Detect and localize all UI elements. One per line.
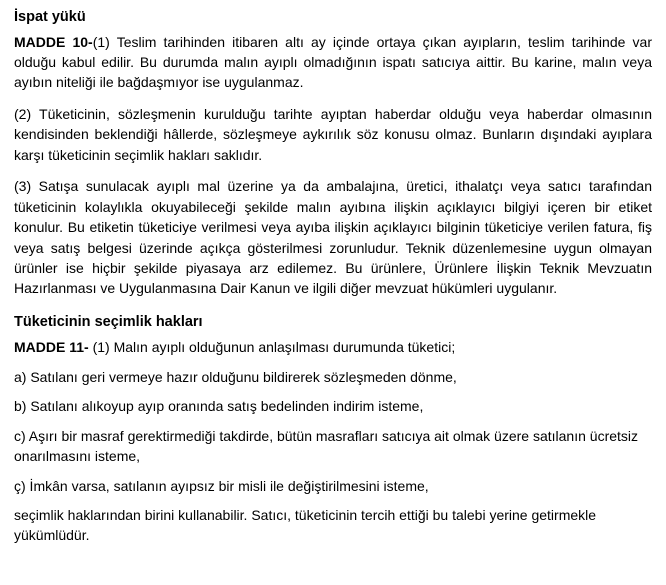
list-item: a) Satılanı geri vermeye hazır olduğunu bildirerek sözleşmeden dönme, [14, 368, 457, 385]
list-item: c) Aşırı bir masraf gerektirmediği takdirde, bütün masrafları satıcıya ait olmak üzere satılanın ücretsiz onarılmasını isteme, [14, 427, 639, 465]
paragraph-madde-11-1 [14, 337, 652, 357]
article-label-madde-10: MADDE 10- [14, 33, 93, 50]
article-label-madde-11: MADDE 11- [14, 339, 89, 356]
paragraph-madde-10-3: (3) Satışa sunulacak ayıplı mal üzerine ya da ambalajına, üretici, ithalatçı veya satıcı tarafından tüketicinin kolaylıkla okuyabileceği şekilde malın ayıbına ilişkin açıklayıcı bilgiyi içeren bir etiket konulur. Bu etiketin tüketiciye verilmesi veya ayıba ilişkin açıklayıcı bilginin tüketiciye verilen fatura, fiş veya satış belgesi üzerinde açıkça gösterilmesi zorunludur. Teknik düzenlemesine uygun olmayan ürünler ise hiçbir şekilde piyasaya arz edilemez. Bu ürünlere, Ürünlere İlişkin Teknik Mevzuatın Hazırlanması ve Uygulanmasına Dair Kanun ve ilgili diğer mevzuat hükümleri uygulanır. [14, 178, 652, 297]
paragraph-madde-10-1 [14, 32, 652, 93]
paragraph-madde-10-1-text: (1) Teslim tarihinden itibaren altı ay içinde ortaya çıkan ayıpların, teslim tarihinde var olduğu kabul edilir. Bu durumda malın ayıplı olmadığının ispatı satıcıya aittir. Bu karine, malın veya ayıbın niteliği ile bağdaşmıyor ise uygulanmaz. [14, 33, 652, 91]
paragraph-madde-10-2: (2) Tüketicinin, sözleşmenin kurulduğu tarihte ayıptan haberdar olduğu veya haberdar olmasının kendisinden beklendiği hâllerde, sözleşmeye aykırılık söz konusu olmaz. Bunların dışındaki ayıplara karşı tüketicinin seçimlik hakları saklıdır. [14, 105, 652, 163]
paragraph-madde-11-1-text: (1) Malın ayıplı olduğunun anlaşılması durumunda tüketici; [88, 339, 456, 356]
paragraph-madde-11-closing: seçimlik haklarından birini kullanabilir. Satıcı, tüketicinin tercih ettiği bu talebi yerine getirmekle yükümlüdür. [14, 507, 597, 544]
list-item: b) Satılanı alıkoyup ayıp oranında satış bedelinden indirim isteme, [14, 398, 424, 415]
list-item: ç) İmkân varsa, satılanın ayıpsız bir misli ile değiştirilmesini isteme, [14, 477, 429, 494]
section-heading-ispat-yuku: İspat yükü [14, 9, 86, 25]
section-heading-tuketicinin-secimlik-haklari: Tüketicinin seçimlik hakları [14, 313, 203, 330]
